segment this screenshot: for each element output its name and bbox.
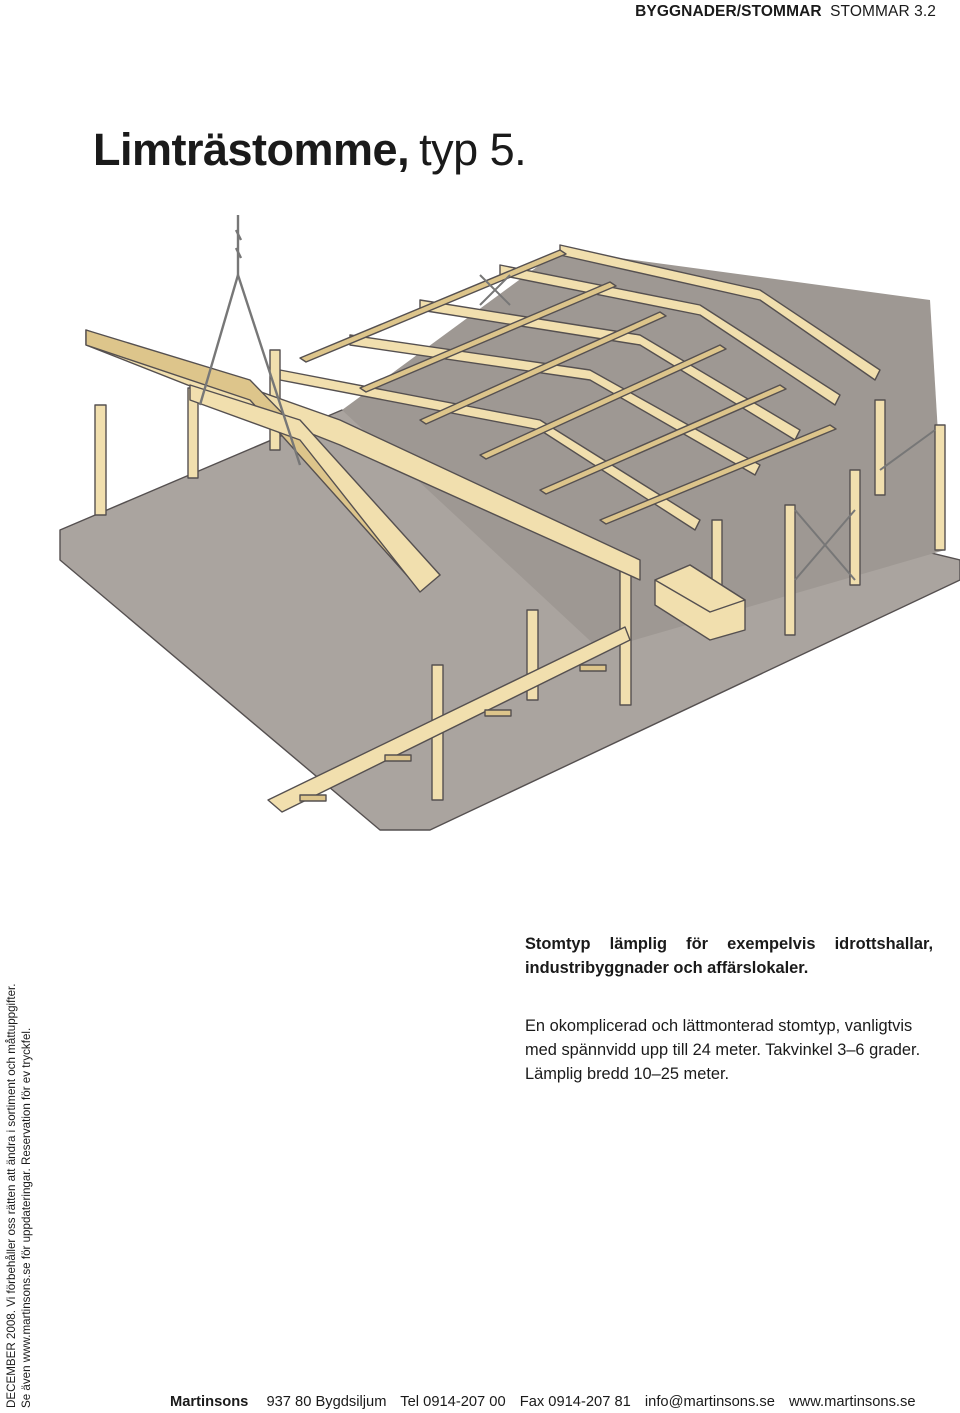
footer-address: 937 80 Bygdsiljum bbox=[266, 1394, 387, 1410]
footer-website[interactable]: www.martinsons.se bbox=[789, 1394, 916, 1410]
title-type: typ 5. bbox=[419, 124, 527, 175]
frame-illustration bbox=[40, 215, 960, 840]
intro-text: Stomtyp lämplig för exempelvis idrottshallar, industribyggnader och affärslokaler. bbox=[525, 935, 933, 977]
footer-email[interactable]: info@martinsons.se bbox=[644, 1394, 775, 1410]
disclaimer-line-2: Se även www.martinsons.se för uppdateringar. Reservation för ev tryckfel. bbox=[20, 1027, 33, 1408]
disclaimer-line-1: DECEMBER 2008. Vi förbehåller oss rätten att ändra i sortiment och måttuppgifter. bbox=[5, 983, 18, 1408]
page-title bbox=[93, 124, 527, 175]
disclaimer-note bbox=[4, 984, 34, 1408]
header-subsection: STOMMAR 3.2 bbox=[830, 3, 936, 20]
description-text: En okomplicerad och lättmonterad stomtyp, vanligtvis med spännvidd upp till 24 meter. Takvinkel 3–6 grader. Lämplig bredd 10–25 meter. bbox=[525, 1017, 921, 1083]
footer bbox=[170, 1394, 916, 1410]
footer-fax: Fax 0914-207 81 bbox=[519, 1394, 631, 1410]
footer-phone: Tel 0914-207 00 bbox=[400, 1394, 506, 1410]
footer-brand: Martinsons bbox=[170, 1394, 249, 1410]
header-section: BYGGNADER/STOMMAR bbox=[635, 3, 822, 20]
page-header bbox=[635, 3, 936, 21]
title-main: Limträstomme, bbox=[93, 124, 410, 175]
